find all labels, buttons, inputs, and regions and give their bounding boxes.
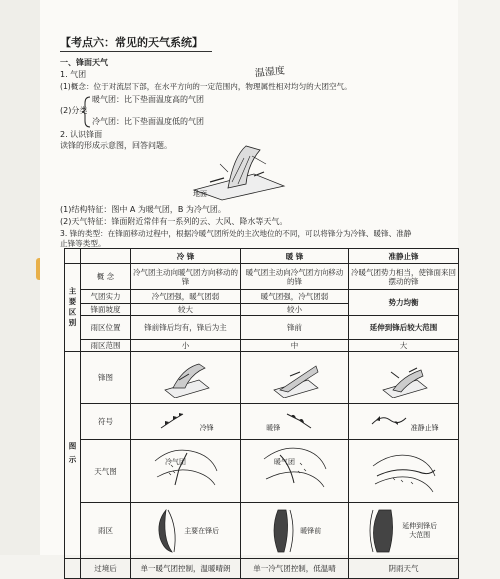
table-header-row [65,249,459,264]
stationary-rain-label: 延伸到锋后大范围 [402,521,438,539]
table-cell [65,559,81,579]
row-label: 雨区 [81,503,131,559]
table-cell: 较大 [131,304,241,316]
item-heading-2: 2. 认识锋面 [60,130,103,139]
cold-symbol-cell [131,404,241,440]
warm-rain-label: 暖锋前 [300,526,322,535]
warm-front-weather-map [260,441,330,491]
warm-front-sketch-cell [241,352,349,404]
stationary-front-weather-map [369,446,439,496]
stationary-rain-area-sketch [367,508,397,554]
section-heading: 一、锋面天气 [60,58,108,67]
table-cell: 冷气团主动向暖气团方向移动的锋 [131,264,241,290]
stationary-weather-map-cell [349,440,459,503]
warm-map-air-mass-label: 暖气团 [274,458,295,466]
stationary-symbol-cell [349,404,459,440]
weather-text: (2)天气特征：锋面附近常伴有一系列的云、大风、降水等天气。 [60,217,288,226]
row-label: 符号 [81,404,131,440]
table-cell: 大 [349,340,459,352]
structure-text: (1)结构特征：图中 A 为暖气团，B 为冷气团。 [60,205,226,214]
table-row [65,290,459,304]
table-cell: 冷暖气团势力相当，使锋面来回摆动的锋 [349,264,459,290]
cold-symbol-label: 冷锋 [199,424,214,432]
row-label: 锋图 [81,352,131,404]
table-cell: 中 [241,340,349,352]
table-row [65,340,459,352]
handwritten-note: 温湿度 [254,65,286,80]
front-types-text-cont: 止锋等类型。 [60,239,106,248]
brace-icon [82,95,92,129]
table-cell: 延伸到锋后较大范围 [349,316,459,340]
table-header-cell [65,249,81,264]
cold-rain-area-sketch [152,508,182,554]
section-title: 【考点六：常见的天气系统】 [60,36,203,49]
warm-front-symbol-icon [283,410,323,430]
diagram-label: 图示 [65,352,81,559]
table-cell: 单一暖气团控制，温暖晴朗 [131,559,241,579]
table-row [65,440,459,503]
row-label: 天气图 [81,440,131,503]
stationary-symbol-label: 准静止锋 [410,424,439,432]
warm-rain-area-sketch [268,508,298,554]
table-row [65,316,459,340]
row-label: 过境后 [81,559,131,579]
cold-front-sketch-cell [131,352,241,404]
front-types-text: 3. 锋的类型：在锋面移动过程中，根据冷暖气团所处的主次地位的不同，可以将锋分为冷锋、暖锋、准静 [60,229,412,238]
table-cell: 小 [131,340,241,352]
table-cell: 锋前锋后均有，锋后为主 [131,316,241,340]
row-label: 气团实力 [81,290,131,304]
table-cell: 暖气团强，冷气团弱 [241,290,349,304]
stationary-rain-cell [349,503,459,559]
scan-left-edge [0,0,40,555]
warm-symbol-label: 暖锋 [266,424,281,432]
row-label: 雨区范围 [81,340,131,352]
table-row [65,404,459,440]
table-header-cell [81,249,131,264]
table-cell: 势力均衡 [349,290,459,316]
table-row [65,352,459,404]
figure-ground-label: 地面 [193,190,207,198]
warm-front-header: 暖 锋 [241,249,349,264]
cold-front-weather-map [151,441,221,491]
stationary-front-sketch-cell [349,352,459,404]
warm-rain-cell [241,503,349,559]
table-cell: 冷气团强，暖气团弱 [131,290,241,304]
row-label: 锋面坡度 [81,304,131,316]
classify-label: (2)分类 [60,106,88,115]
front-comparison-table [64,248,459,579]
table-cell: 较小 [241,304,349,316]
main-difference-label: 主要区别 [65,264,81,352]
stationary-front-symbol-icon [368,410,408,430]
cold-map-air-mass-label: 冷气团 [165,458,186,466]
cold-front-symbol-icon [157,410,197,430]
table-cell: 单一冷气团控制，低温晴 [241,559,349,579]
cold-rain-label: 主要在锋后 [184,526,220,535]
table-cell: 锋前 [241,316,349,340]
warm-mass-definition: 暖气团：比下垫面温度高的气团 [92,95,204,104]
cold-rain-cell [131,503,241,559]
row-label: 雨区位置 [81,316,131,340]
cold-mass-definition: 冷气团：比下垫面温度低的气团 [92,117,204,126]
stationary-front-header: 准静止锋 [349,249,459,264]
title-underline [60,51,212,52]
warm-weather-map-cell [241,440,349,503]
table-row [65,264,459,290]
table-cell: 暖气团主动向冷气团方向移动的锋 [241,264,349,290]
table-cell: 阴雨天气 [349,559,459,579]
concept-text: (1)概念：位于对流层下部，在水平方向的一定范围内，物理属性相对均匀的大团空气。 [60,82,352,91]
cold-front-header: 冷 锋 [131,249,241,264]
warm-symbol-cell [241,404,349,440]
warm-front-sketch [268,358,322,398]
cold-front-sketch [159,358,213,398]
item-heading-1: 1. 气团 [60,70,87,79]
cold-weather-map-cell [131,440,241,503]
table-row [65,503,459,559]
stationary-front-sketch [377,358,431,398]
read-figure-text: 读锋的形成示意图，回答问题。 [60,141,172,150]
table-row [65,559,459,579]
row-label: 概 念 [81,264,131,290]
